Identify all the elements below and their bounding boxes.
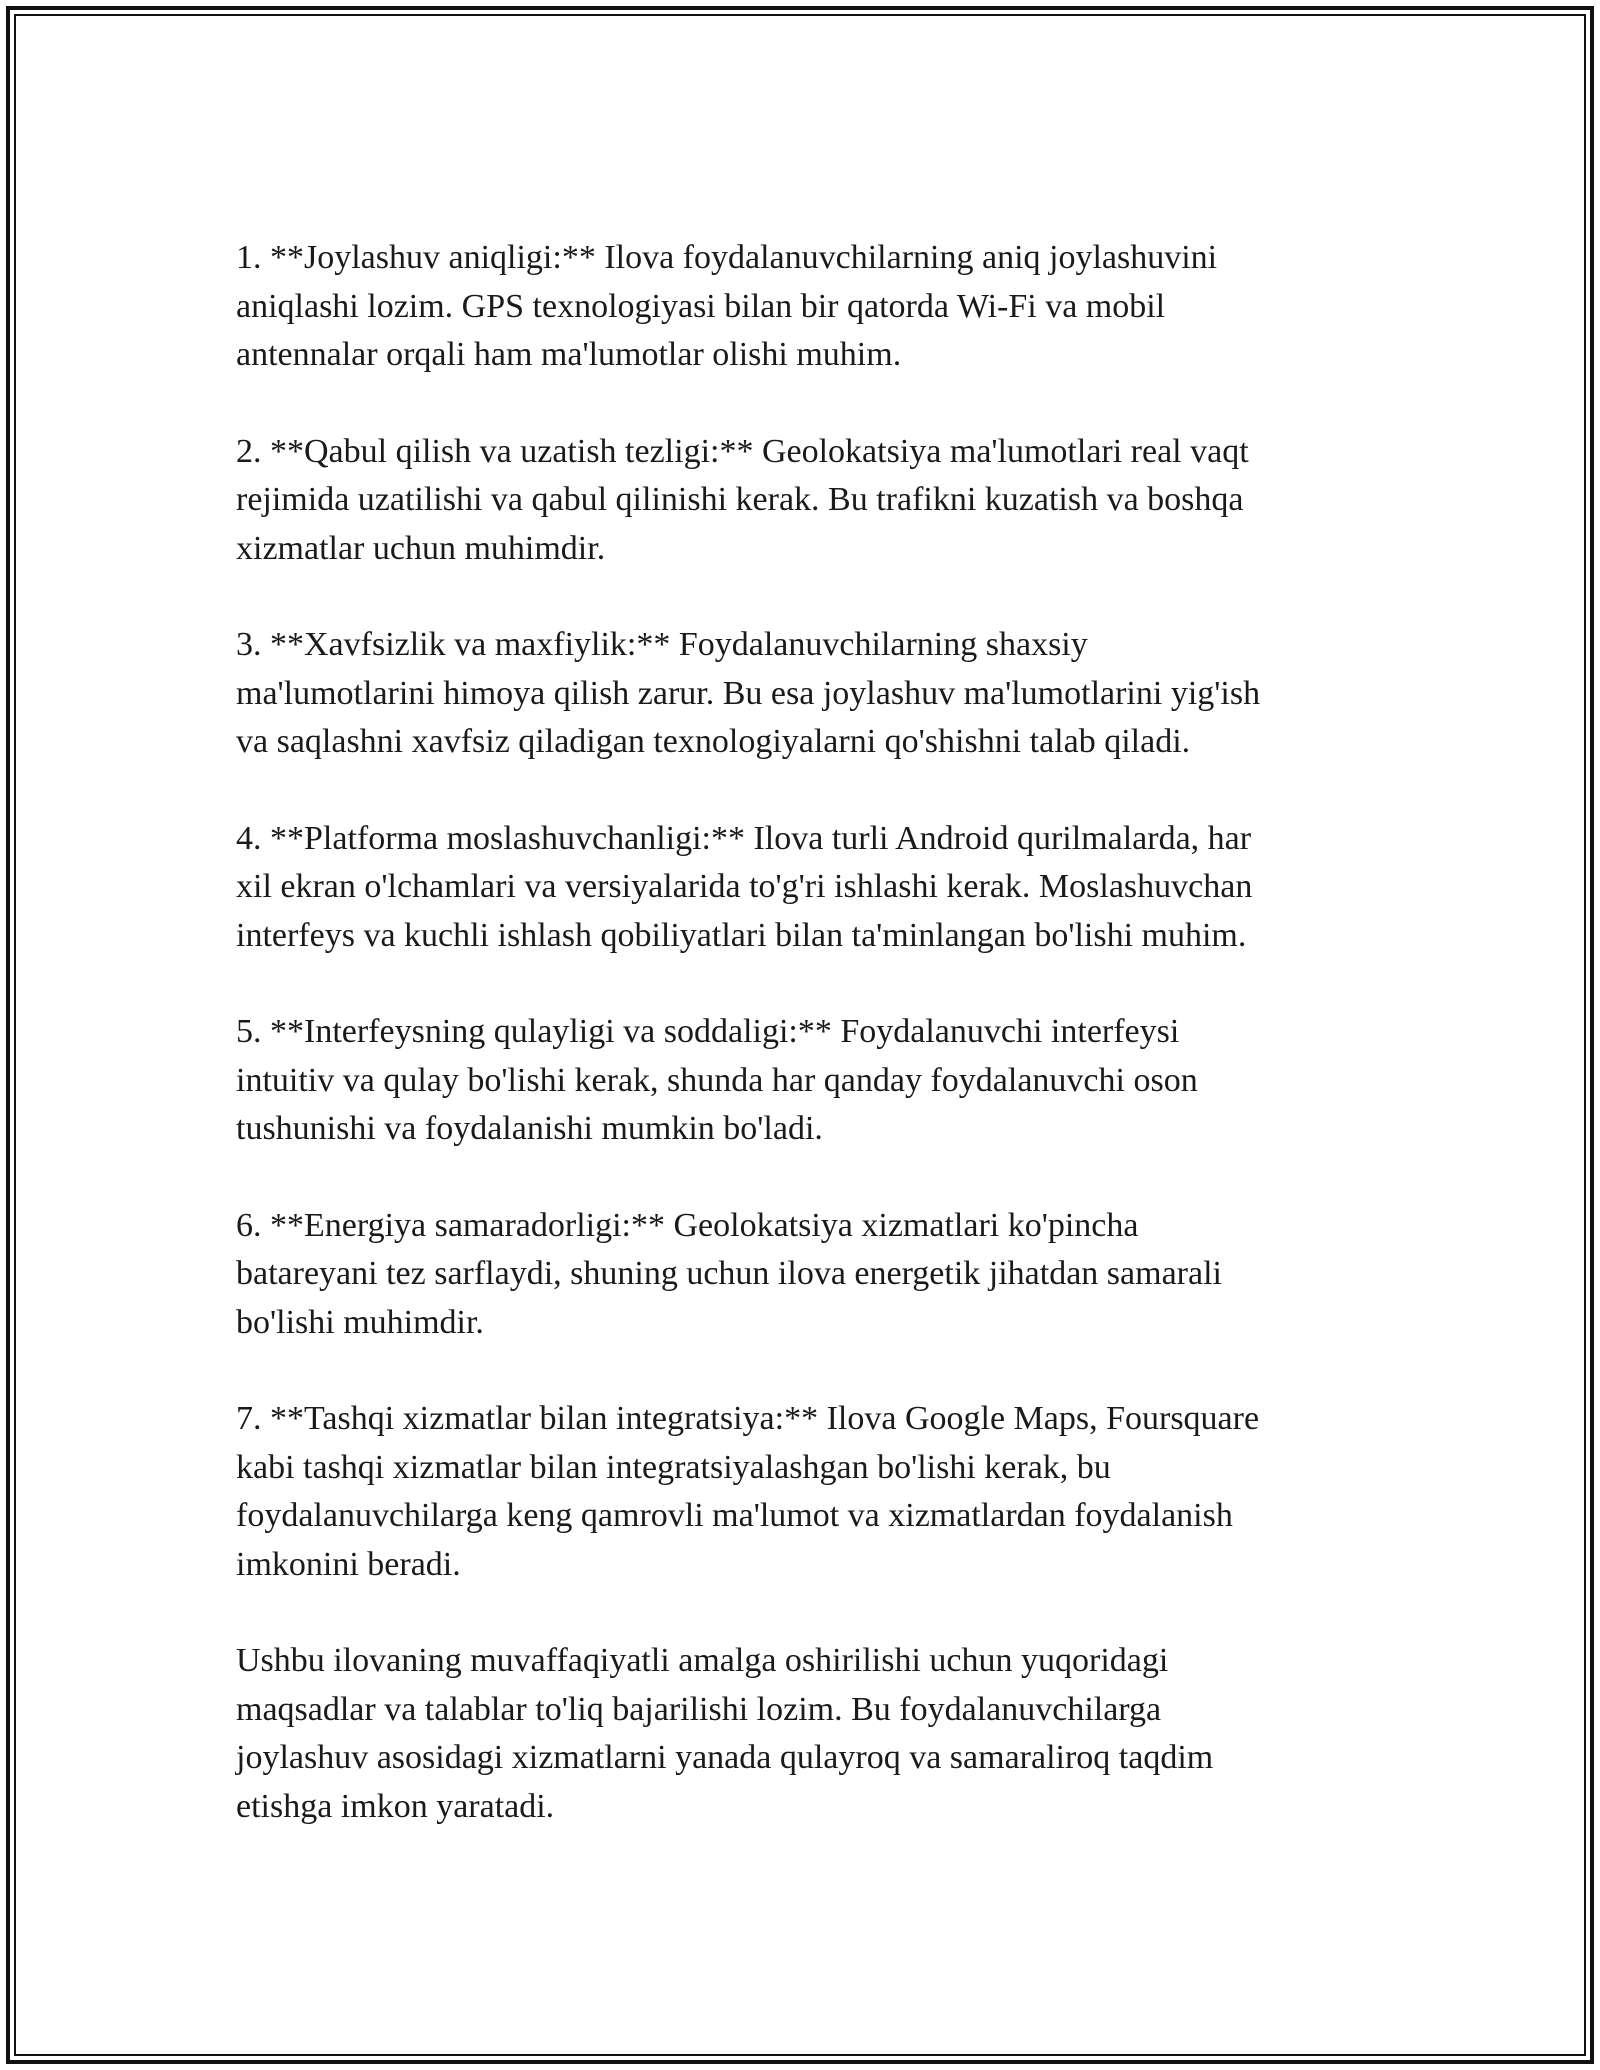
document-body [236, 234, 1366, 1879]
paragraph-external-integration: 7. **Tashqi xizmatlar bilan integratsiya:** Ilova Google Maps, Foursquare kabi tashqi xizmatlar bilan integratsiyalashgan bo'lishi kerak, bu foydalanuvchilarga keng qamrovli ma'lumot va xizmatlardan foydalanish imkonini beradi. [236, 1400, 1260, 1583]
paragraph-security-privacy: 3. **Xavfsizlik va maxfiylik:** Foydalanuvchilarning shaxsiy ma'lumotlarini himoya qilish zarur. Bu esa joylashuv ma'lumotlarini yig'ish va saqlashni xavfsiz qiladigan texnologiyalarni qo'shishni talab qiladi. [236, 626, 1261, 760]
paragraph-platform-flexibility: 4. **Platforma moslashuvchanligi:** Ilova turli Android qurilmalarda, har xil ekran o'lchamlari va versiyalarida to'g'ri ishlashi kerak. Moslashuvchan interfeys va kuchli ishlash qobiliyatlari bilan ta'minlangan bo'lishi muhim. [236, 819, 1253, 954]
paragraph-location-accuracy: 1. **Joylashuv aniqligi:** Ilova foydalanuvchilarning aniq joylashuvini aniqlashi lozim. GPS texnologiyasi bilan bir qatorda Wi-Fi va mobil antennalar orqali ham ma'lumotlar olishi muhim. [236, 239, 1218, 373]
paragraph-interface-usability: 5. **Interfeysning qulayligi va soddaligi:** Foydalanuvchi interfeysi intuitiv va qulay bo'lishi kerak, shunda har qanday foydalanuvchi oson tushunishi va foydalanishi mumkin bo'ladi. [236, 1013, 1198, 1147]
paragraph-transfer-speed: 2. **Qabul qilish va uzatish tezligi:** Geolokatsiya ma'lumotlari real vaqt rejimida uzatilishi va qabul qilinishi kerak. Bu trafikni kuzatish va boshqa xizmatlar uchun muhimdir. [236, 432, 1249, 567]
paragraph-energy-efficiency: 6. **Energiya samaradorligi:** Geolokatsiya xizmatlari ko'pincha batareyani tez sarflaydi, shuning uchun ilova energetik jihatdan samarali bo'lishi muhimdir. [236, 1206, 1222, 1341]
paragraph-conclusion: Ushbu ilovaning muvaffaqiyatli amalga oshirilishi uchun yuqoridagi maqsadlar va talablar to'liq bajarilishi lozim. Bu foydalanuvchilarga joylashuv asosidagi xizmatlarni yanada qulayroq va samaraliroq taqdim etishga imkon yaratadi. [236, 1642, 1214, 1825]
